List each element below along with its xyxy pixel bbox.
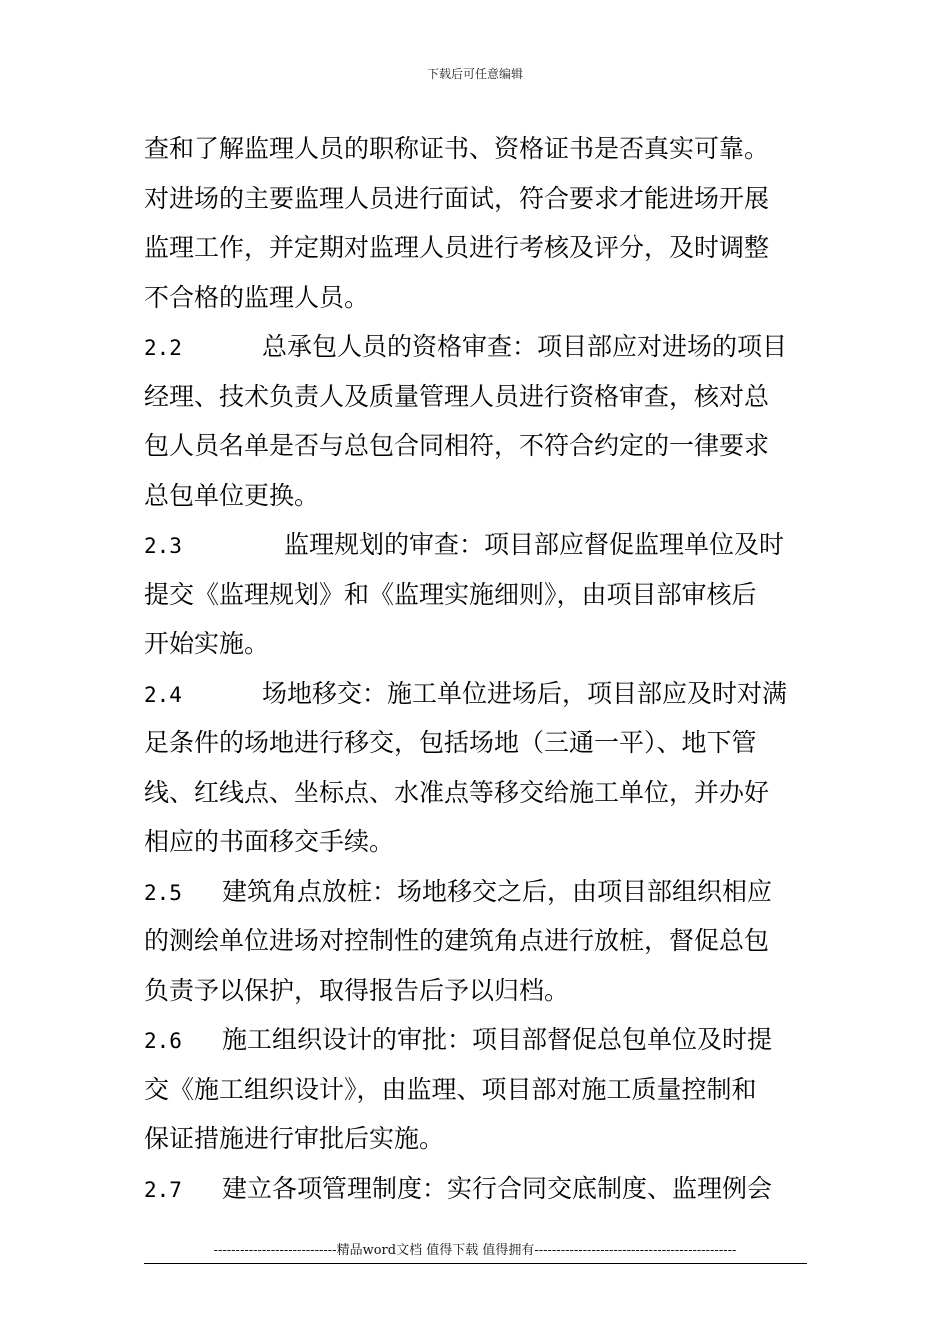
line-text: 经理、技术负责人及质量管理人员进行资格审查，核对总 — [144, 381, 770, 411]
page-footer: ----------------------------精品word文档 值得下载 值得拥有---------------------------------------------- — [213, 1243, 737, 1258]
page-header: 下载后可任意编辑 — [426, 67, 523, 81]
footer-divider — [144, 1263, 807, 1264]
line-text: 包人员名单是否与总包合同相符，不符合约定的一律要求 — [144, 431, 770, 460]
text-line-13 — [144, 718, 808, 768]
text-line-11 — [144, 619, 808, 669]
section-number: 2.3 — [144, 534, 182, 558]
line-text: 交《施工组织设计》，由监理、项目部对施工质量控制和 — [144, 1074, 757, 1104]
text-line-10 — [144, 570, 808, 620]
text-line-4 — [144, 273, 808, 323]
text-line-17 — [144, 916, 808, 966]
line-text: 不合格的监理人员。 — [144, 282, 370, 312]
line-text: 施工组织设计的审批：项目部督促总包单位及时提 — [222, 1025, 773, 1054]
line-text: 建筑角点放桩：场地移交之后，由项目部组织相应 — [222, 876, 773, 906]
body-text — [144, 124, 808, 1213]
text-line-6 — [144, 372, 808, 422]
line-text: 负责予以保护，取得报告后予以归档。 — [144, 975, 570, 1005]
line-text: 提交《监理规划》和《监理实施细则》，由项目部审核后 — [144, 579, 757, 609]
line-text: 查和了解监理人员的职称证书、资格证书是否真实可靠。 — [144, 134, 770, 163]
section-number: 2.4 — [144, 682, 182, 707]
text-line-14 — [144, 768, 808, 818]
section-number: 2.5 — [144, 880, 182, 905]
text-line-16 — [144, 867, 808, 917]
line-text: 场地移交：施工单位进场后，项目部应及时对满 — [262, 678, 788, 708]
text-line-21 — [144, 1114, 808, 1164]
text-line-7 — [144, 421, 808, 471]
line-text: 的测绘单位进场对控制性的建筑角点进行放桩，督促总包 — [144, 926, 770, 955]
line-text: 足条件的场地进行移交，包括场地（三通一平）、地下管 — [144, 728, 757, 757]
text-line-3 — [144, 223, 808, 273]
text-line-1 — [144, 124, 808, 174]
section-number: 2.2 — [144, 336, 182, 360]
text-line-9 — [144, 520, 808, 570]
line-text: 监理工作，并定期对监理人员进行考核及评分，及时调整 — [144, 233, 770, 262]
line-text: 总承包人员的资格审查：项目部应对进场的项目 — [262, 332, 788, 361]
section-number: 2.6 — [144, 1029, 182, 1053]
text-line-19 — [144, 1015, 808, 1065]
line-text: 保证措施进行审批后实施。 — [144, 1124, 445, 1153]
text-line-22 — [144, 1164, 808, 1214]
line-text: 监理规划的审查：项目部应督促监理单位及时 — [284, 530, 785, 559]
text-line-2 — [144, 174, 808, 224]
text-line-12 — [144, 669, 808, 719]
line-text: 相应的书面移交手续。 — [144, 827, 395, 856]
text-line-18 — [144, 966, 808, 1016]
line-text: 开始实施。 — [144, 629, 270, 658]
section-number: 2.7 — [144, 1177, 182, 1202]
text-line-20 — [144, 1065, 808, 1115]
text-line-5 — [144, 322, 808, 372]
text-line-15 — [144, 817, 808, 867]
text-line-8 — [144, 471, 808, 521]
line-text: 建立各项管理制度：实行合同交底制度、监理例会 — [222, 1173, 773, 1203]
line-text: 对进场的主要监理人员进行面试，符合要求才能进场开展 — [144, 183, 770, 213]
line-text: 总包单位更换。 — [144, 480, 320, 510]
line-text: 线、红线点、坐标点、水准点等移交给施工单位，并办好 — [144, 777, 770, 807]
